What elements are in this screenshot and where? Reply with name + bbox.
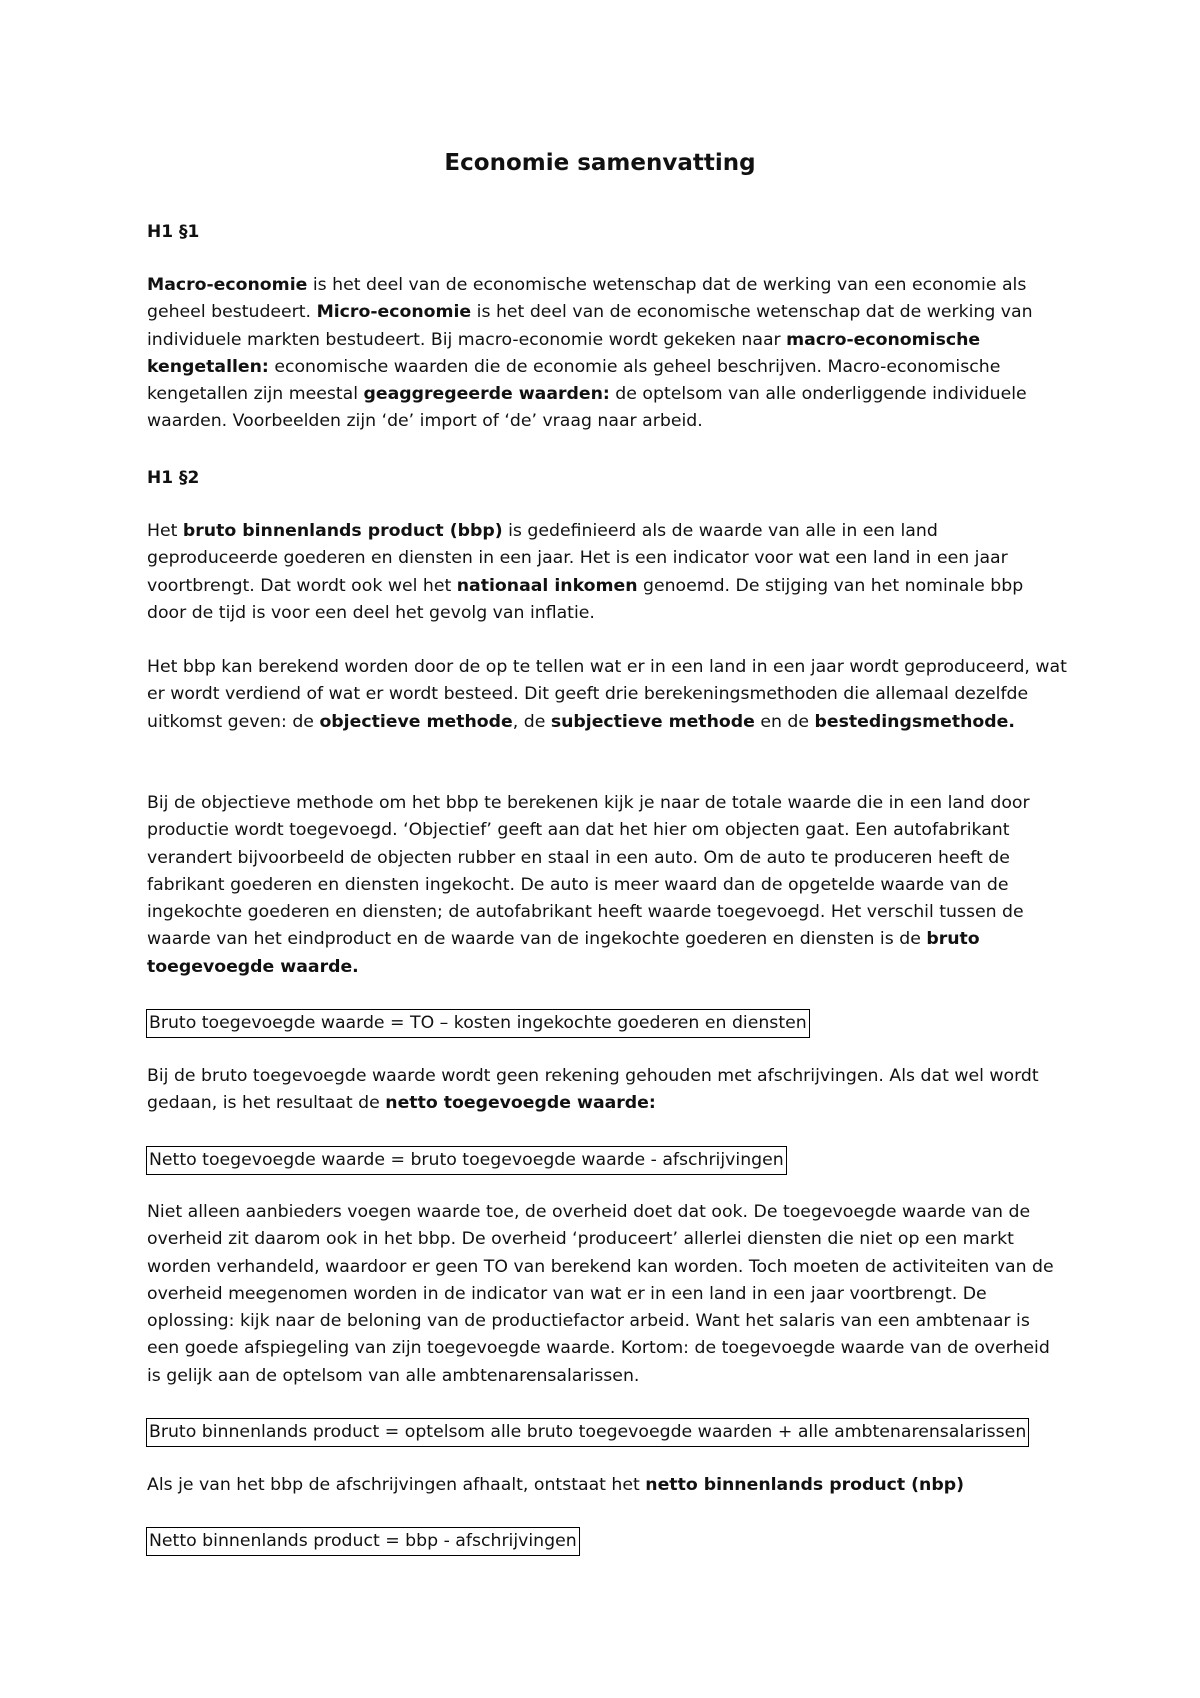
paragraph-run: subjectieve methode [550,711,755,732]
paragraph-berekeningsmethoden [147,654,1067,736]
paragraph-run: de optelsom van alle onderliggende individuele waarden. Voorbeelden zijn ‘de’ import of ‘de’ vraag naar arbeid. [147,384,1027,432]
paragraph-run: geaggregeerde waarden: [363,384,610,405]
paragraph-run: is gedefinieerd als de waarde van alle in een land geproduceerde goederen en diensten in een jaar. Het is een indicator voor wat een land in een jaar voortbrengt. Dat wordt ook wel het [147,521,1008,596]
paragraph-run: Als je van het bbp de afschrijvingen afhaalt, ontstaat het [147,1475,646,1495]
paragraph-run: , de [512,711,551,732]
paragraph-run: objectieve methode [319,711,513,732]
document-title: Economie samenvatting [444,150,756,176]
paragraph-run: macro-economische kengetallen: [147,329,981,377]
paragraph-objectieve-methode [147,790,1067,981]
paragraph-run: Het bbp kan berekend worden door de op te tellen wat er in een land in een jaar wordt geproduceerd, wat er wordt verdiend of wat er wordt besteed. Dit geeft drie berekeningsmethoden die allemaal dezelfde uitkomst geven: de [147,657,1067,732]
paragraph-run: Macro-economie [147,275,308,295]
paragraph-run: economische waarden die de economie als geheel beschrijven. Macro-economische kengetallen zijn meestal [147,356,1001,405]
formula-bruto-binnenlands-product: Bruto binnenlands product = optelsom alle bruto toegevoegde waarden + alle ambtenarensalarissen [146,1418,1029,1447]
paragraph-run: Niet alleen aanbieders voegen waarde toe, de overheid doet dat ook. De toegevoegde waarde van de overheid zit daarom ook in het bbp. De overheid ‘produceert’ allerlei diensten die niet op een markt worden verhandeld, waardoor er geen TO van berekend kan worden. Toch moeten de activiteiten van de overheid meegenomen worden in de indicator van wat er in een land in een jaar voortbrengt. De oplossing: kijk naar de beloning van de productiefactor arbeid. Want het salaris van een ambtenaar is een goede afspiegeling van zijn toegevoegde waarde. Kortom: de toegevoegde waarde van de overheid is gelijk aan de optelsom van alle ambtenarensalarissen. [147,1202,1054,1386]
paragraph-run: en de [754,711,815,732]
paragraph-run: Bij de objectieve methode om het bbp te berekenen kijk je naar de totale waarde die in een land door productie wordt toegevoegd. ‘Objectief’ geeft aan dat het hier om objecten gaat. Een autofabrikant verandert bijvoorbeeld de objecten rubber en staal in een auto. Om de auto te produceren heeft de fabrikant goederen en diensten ingekocht. De auto is meer waard dan de opgetelde waarde van de ingekochte goederen en diensten; de autofabrikant heeft waarde toegevoegd. Het verschil tussen de waarde van het eindproduct en de waarde van de ingekochte goederen en diensten is de [147,793,1030,950]
section-heading-h1-2: H1 §2 [147,468,200,488]
paragraph-run: netto toegevoegde waarde: [385,1093,656,1114]
paragraph-overheid [147,1199,1067,1390]
paragraph-bbp-definition [147,518,1067,627]
formula-netto-binnenlands-product: Netto binnenlands product = bbp - afschrijvingen [146,1527,580,1556]
paragraph-run: Bij de bruto toegevoegde waarde wordt geen rekening gehouden met afschrijvingen. Als dat wel wordt gedaan, is het resultaat de [147,1066,1039,1114]
paragraph-run: nationaal inkomen [456,575,638,596]
paragraph-macro-economie [147,272,1067,436]
paragraph-afschrijvingen [147,1063,1067,1118]
formula-netto-toegevoegde-waarde: Netto toegevoegde waarde = bruto toegevoegde waarde - afschrijvingen [146,1146,787,1175]
paragraph-run: Het [147,521,183,541]
paragraph-run: Micro-economie [316,302,472,323]
section-heading-h1-1: H1 §1 [147,222,200,242]
formula-bruto-toegevoegde-waarde: Bruto toegevoegde waarde = TO – kosten ingekochte goederen en diensten [146,1009,810,1038]
paragraph-nbp [147,1472,1067,1499]
paragraph-run: bestedingsmethode. [814,711,1015,732]
paragraph-run: bruto binnenlands product (bbp) [182,521,503,541]
paragraph-run: is het deel van de economische wetenschap dat de werking van een economie als geheel bestudeert. [147,275,1027,323]
paragraph-run: is het deel van de economische wetenschap dat de werking van individuele markten bestudeert. Bij macro-economie wordt gekeken naar [147,302,1033,350]
paragraph-run: genoemd. De stijging van het nominale bbp door de tijd is voor een deel het gevolg van inflatie. [147,575,1024,623]
paragraph-run: bruto toegevoegde waarde. [147,929,980,977]
paragraph-run: netto binnenlands product (nbp) [645,1475,964,1495]
